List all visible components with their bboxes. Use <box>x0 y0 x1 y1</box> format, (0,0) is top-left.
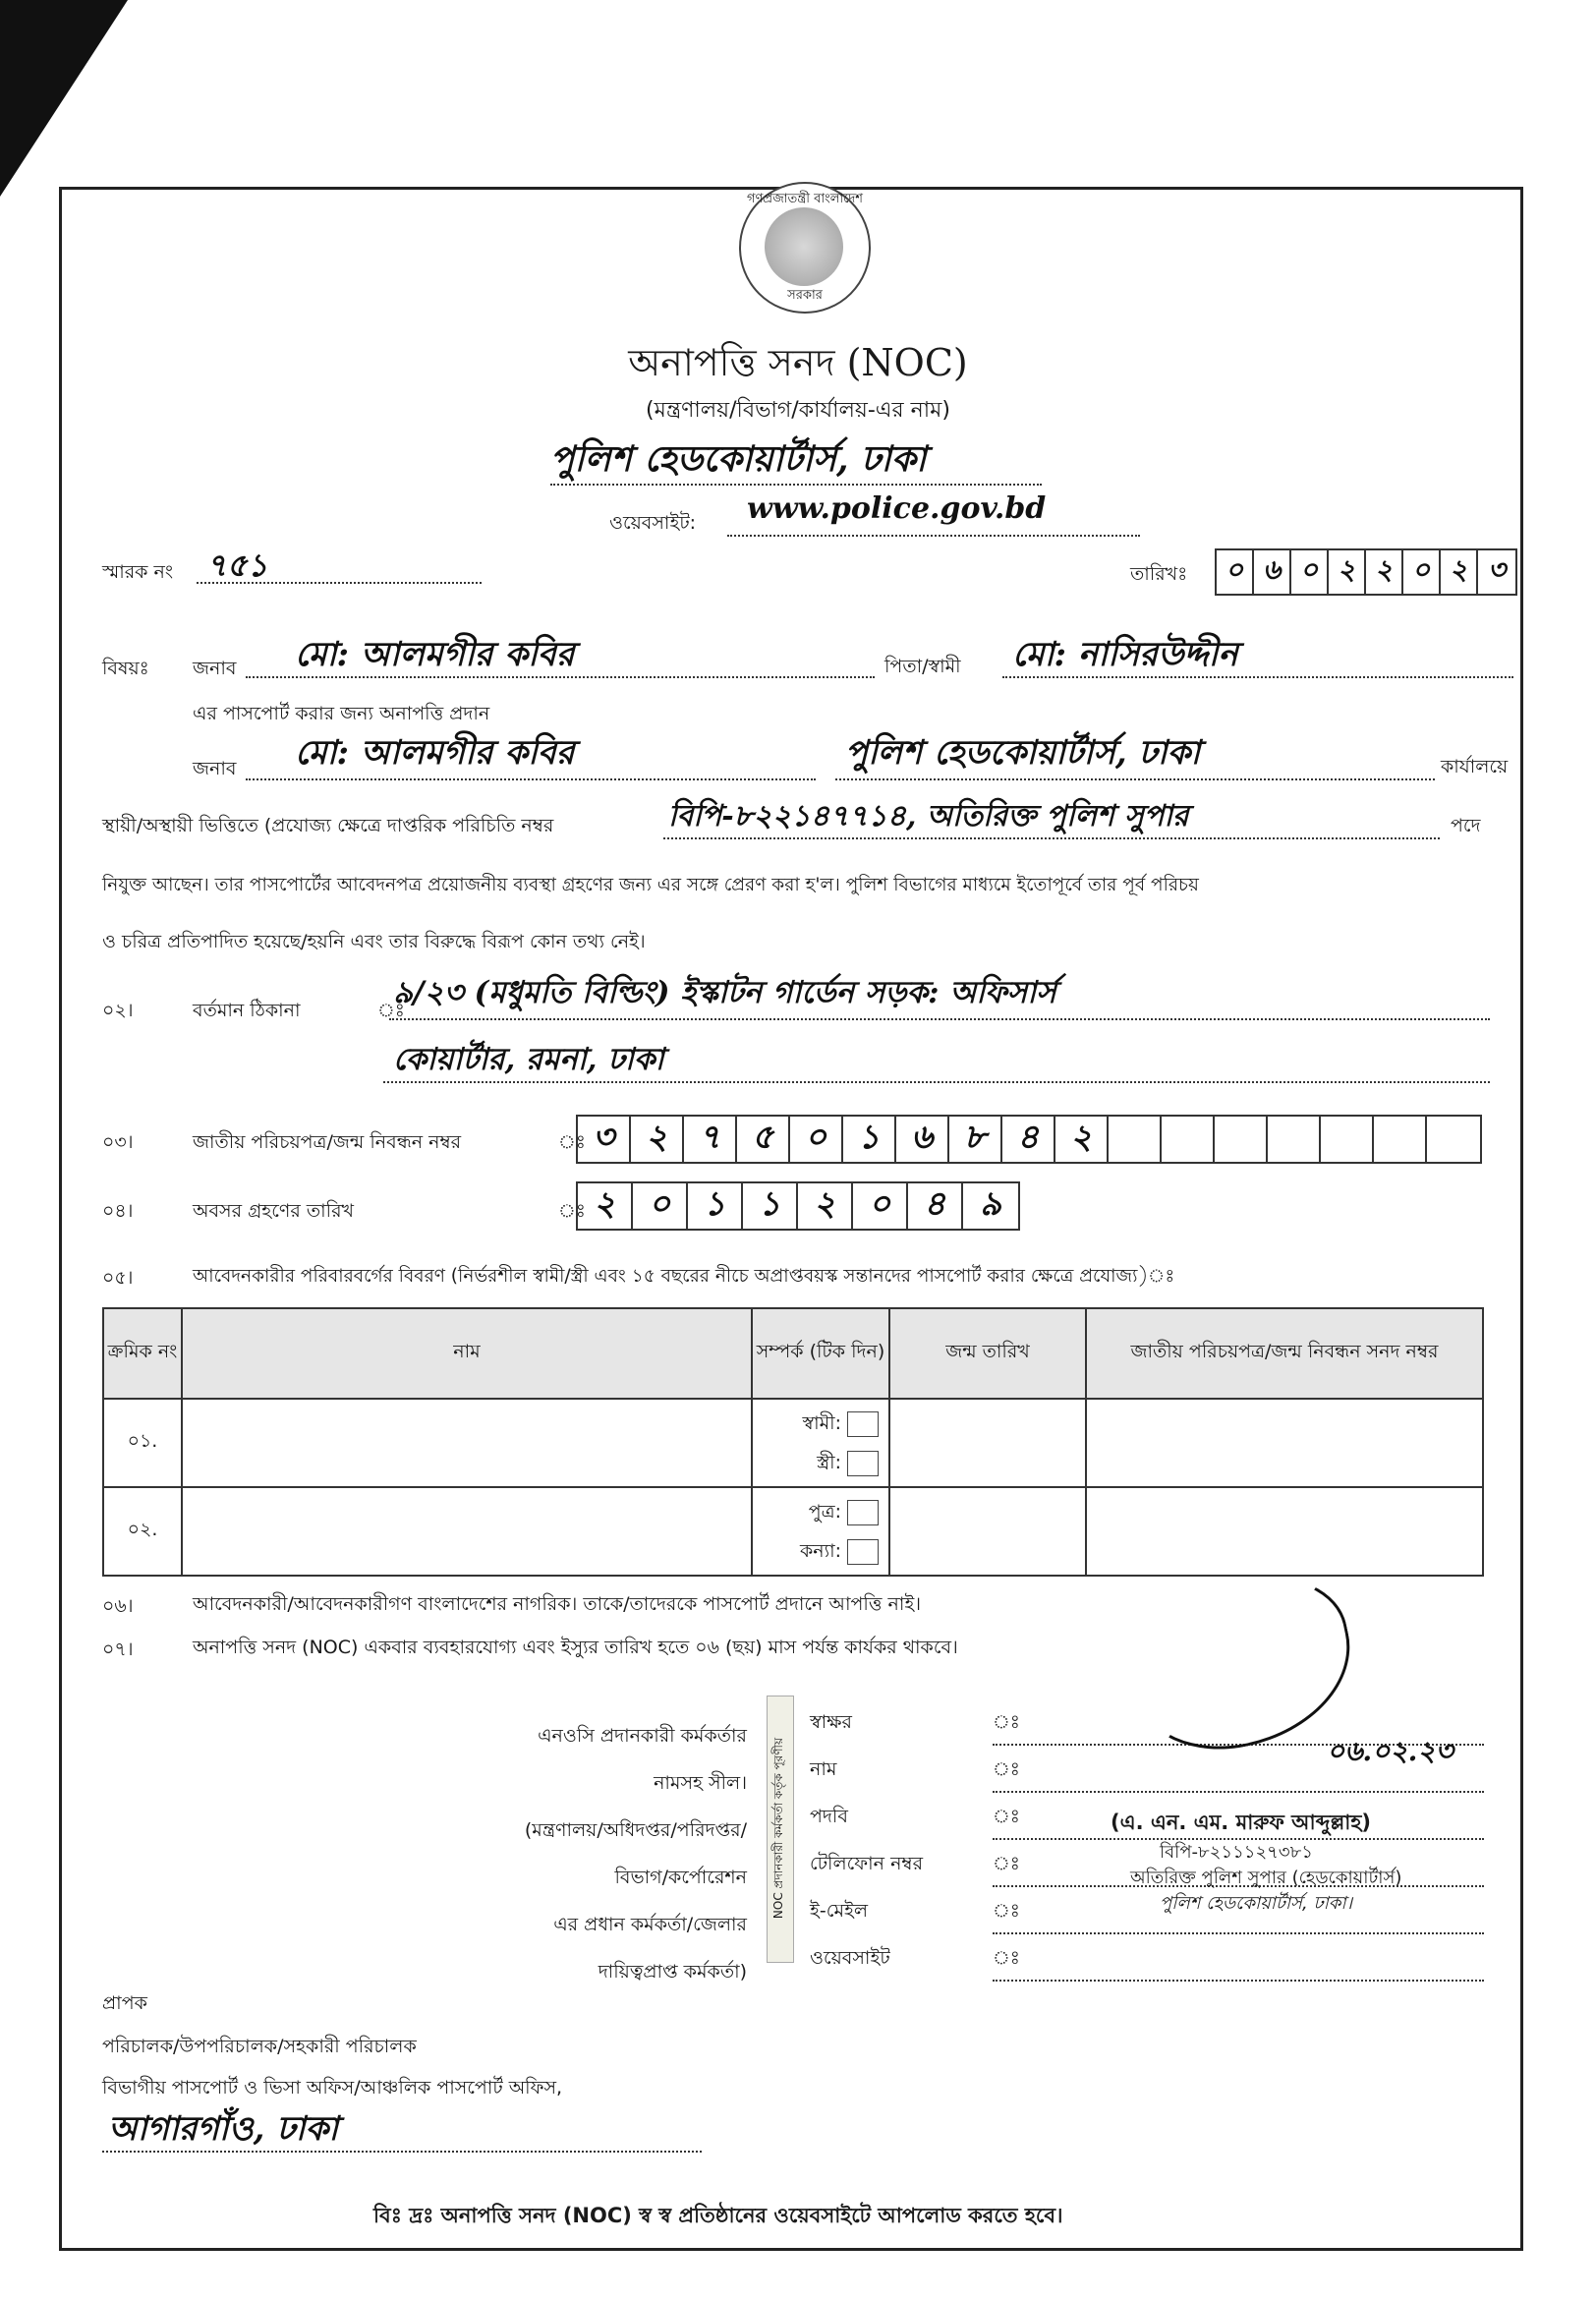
id-prefix: স্থায়ী/অস্থায়ী ভিত্তিতে (প্রযোজ্য ক্ষেত্রে দাপ্তরিক পরিচিতি নম্বর <box>102 815 554 836</box>
officer-field-label: ওয়েবসাইট <box>810 1947 890 1969</box>
government-seal <box>739 182 871 314</box>
relation-checkbox[interactable] <box>847 1451 879 1476</box>
nid-boxes <box>576 1115 1482 1164</box>
item-05-number: ০৫। <box>102 1267 134 1289</box>
stamp-office: পুলিশ হেডকোয়ার্টার্স, ঢাকা। <box>1160 1893 1353 1914</box>
memo-label: স্মারক নং <box>102 561 174 583</box>
nid-digit-box[interactable]: ২ <box>1055 1117 1109 1162</box>
date-boxes <box>1215 548 1517 596</box>
relation-label: স্বামী: <box>802 1412 841 1434</box>
officer-field-input[interactable]: ঃ <box>993 1698 1484 1746</box>
date-label: তারিখঃ <box>1130 563 1188 585</box>
item-04-number: ০৪। <box>102 1200 134 1222</box>
official-id-value: বিপি-৮২২১৪৭৭১৪, অতিরিক্ত পুলিশ সুপার <box>668 799 1189 834</box>
row-name-cell[interactable] <box>182 1487 752 1576</box>
official-id-line <box>663 837 1440 839</box>
body-text-line-1: নিযুক্ত আছেন। তার পাসপোর্টের আবেদনপত্র প্রয়োজনীয় ব্যবস্থা গ্রহণের জন্য এর সঙ্গে প্রেরণ করা হ'ল। পুলিশ বিভাগের মাধ্যমে ইতোপূর্বে তার পূর্ব পরিচয় <box>102 875 1199 895</box>
item-07-number: ০৭। <box>102 1639 134 1660</box>
officer-field-input[interactable]: ঃ <box>993 1887 1484 1934</box>
row-birth-date-cell[interactable] <box>889 1399 1086 1487</box>
website-value: www.police.gov.bd <box>747 491 1047 526</box>
row-name-cell[interactable] <box>182 1399 752 1487</box>
stamp-post: অতিরিক্ত পুলিশ সুপার (হেডকোয়ার্টার্স) <box>1130 1868 1402 1888</box>
item-06-number: ০৬। <box>102 1595 134 1617</box>
officer-field-label: নাম <box>810 1758 837 1780</box>
mr-label-2: জনাব <box>193 758 237 779</box>
officer-field-label: স্বাক্ষর <box>810 1711 852 1733</box>
applicant-name-2-line <box>246 778 816 780</box>
retire-digit-box[interactable]: ০ <box>633 1183 688 1229</box>
father-label: পিতা/স্বামী <box>884 656 961 677</box>
officer-field-input[interactable]: ঃ <box>993 1793 1484 1840</box>
office-suffix: কার্যালয়ে <box>1441 756 1509 777</box>
nid-digit-box[interactable] <box>1321 1117 1374 1162</box>
officer-description-line: বিভাগ/কর্পোরেশন <box>614 1867 747 1888</box>
father-name-line <box>1002 676 1513 678</box>
officer-description <box>373 1712 747 1995</box>
date-digit-box[interactable]: ৬ <box>1254 550 1291 594</box>
header-nid: জাতীয় পরিচয়পত্র/জন্ম নিবন্ধন সনদ নম্বর <box>1086 1308 1483 1399</box>
citizen-text: আবেদনকারী/আবেদনকারীগণ বাংলাদেশের নাগরিক। তাকে/তাদেরকে পাসপোর্ট প্রদানে আপত্তি নাই। <box>193 1593 922 1615</box>
relation-checkbox[interactable] <box>847 1539 879 1565</box>
office-name-2-line <box>835 778 1435 780</box>
header-serial: ক্রমিক নং <box>103 1308 182 1399</box>
nid-digit-box[interactable]: ৫ <box>737 1117 790 1162</box>
recipient-location: আগারগাঁও, ঢাকা <box>108 2109 339 2149</box>
officer-field-label: ই-মেইল <box>810 1900 869 1922</box>
nid-digit-box[interactable] <box>1162 1117 1215 1162</box>
officer-description-line: (মন্ত্রণালয়/অধিদপ্তর/পরিদপ্তর/ <box>524 1819 747 1841</box>
header-birth-date: জন্ম তারিখ <box>889 1308 1086 1399</box>
row-relation-cell <box>752 1399 889 1487</box>
date-digit-box[interactable]: ২ <box>1366 550 1403 594</box>
office-name-line <box>550 484 1042 486</box>
retire-date-boxes <box>576 1181 1020 1231</box>
father-name: মো: নাসিরউদ্দীন <box>1012 635 1238 674</box>
address-line-1-rule <box>389 1018 1490 1020</box>
officer-description-line: দায়িত্বপ্রাপ্ত কর্মকর্তা) <box>598 1961 747 1983</box>
officer-field-input[interactable]: ঃ <box>993 1746 1484 1793</box>
scan-corner-shadow <box>0 0 128 197</box>
applicant-name: মো: আলমগীর কবির <box>295 635 575 674</box>
recipient-line-2: বিভাগীয় পাসপোর্ট ও ভিসা অফিস/আঞ্চলিক পাসপোর্ট অফিস, <box>102 2077 563 2099</box>
officer-description-line: এর প্রধান কর্মকর্তা/জেলার <box>553 1914 747 1935</box>
subject-label: বিষয়ঃ <box>102 658 149 679</box>
nid-digit-box[interactable]: ৭ <box>684 1117 737 1162</box>
row-serial: ০২. <box>103 1487 182 1576</box>
nid-digit-box[interactable]: ৬ <box>896 1117 949 1162</box>
purpose-text: এর পাসপোর্ট করার জন্য অনাপত্তি প্রদান <box>193 703 490 724</box>
officer-description-line: এনওসি প্রদানকারী কর্মকর্তার <box>538 1725 747 1747</box>
recipient-label: প্রাপক <box>102 1992 147 2014</box>
nid-digit-box[interactable]: ৮ <box>949 1117 1002 1162</box>
office-name: পুলিশ হেডকোয়ার্টার্স, ঢাকা <box>550 438 927 480</box>
body-text-line-2: ও চরিত্র প্রতিপাদিত হয়েছে/হয়নি এবং তার বিরুদ্ধে বিরূপ কোন তথ্য নেই। <box>102 931 646 952</box>
header-name: নাম <box>182 1308 752 1399</box>
family-table-header <box>103 1308 1483 1399</box>
date-digit-box[interactable]: ০ <box>1403 550 1441 594</box>
nid-colon: ঃ <box>558 1131 586 1153</box>
address-line-2-rule <box>383 1081 1490 1083</box>
nid-digit-box[interactable] <box>1427 1117 1480 1162</box>
date-digit-box[interactable]: ০ <box>1291 550 1329 594</box>
nid-digit-box[interactable]: ৩ <box>578 1117 631 1162</box>
family-description: আবেদনকারীর পরিবারবর্গের বিবরণ (নির্ভরশীল স্বামী/স্ত্রী এবং ১৫ বছরের নীচে অপ্রাপ্তবয়স্ক সন্তানদের পাসপোর্ট করার ক্ষেত্রে প্রযোজ্য)ঃ <box>193 1266 1175 1287</box>
header-relation: সম্পর্ক (টিক দিন) <box>752 1308 889 1399</box>
nid-digit-box[interactable] <box>1215 1117 1268 1162</box>
validity-text: অনাপত্তি সনদ (NOC) একবার ব্যবহারযোগ্য এবং ইস্যুর তারিখ হতে ০৬ (ছয়) মাস পর্যন্ত কার্যকর থাকবে। <box>193 1637 958 1658</box>
relation-checkbox[interactable] <box>847 1500 879 1525</box>
officer-description-line: নামসহ সীল। <box>654 1772 747 1794</box>
nid-digit-box[interactable]: ০ <box>790 1117 843 1162</box>
row-serial: ০১. <box>103 1399 182 1487</box>
row-relation-cell <box>752 1487 889 1576</box>
address-colon: ঃ <box>377 1000 405 1021</box>
address-line-1: ৯/২৩ (মধুমতি বিল্ডিং) ইস্কাটন গার্ডেন সড়ক: অফিসার্স <box>393 975 1056 1010</box>
date-digit-box[interactable]: ২ <box>1441 550 1478 594</box>
mr-label: জনাব <box>193 658 237 679</box>
item-03-number: ০৩। <box>102 1131 134 1153</box>
footer-note: বিঃ দ্রঃ অনাপত্তি সনদ (NOC) স্ব স্ব প্রতিষ্ঠানের ওয়েবসাইটে আপলোড করতে হবে। <box>373 2204 1063 2227</box>
nid-digit-box[interactable] <box>1374 1117 1427 1162</box>
table-row <box>103 1487 1483 1576</box>
officer-fill-stamp-text: NOC প্রদানকারী কর্মকর্তা কর্তৃক পূরণীয় <box>771 1737 785 1920</box>
recipient-location-line <box>102 2151 702 2153</box>
officer-field-label: টেলিফোন নম্বর <box>810 1853 924 1874</box>
nid-digit-box[interactable]: ১ <box>843 1117 896 1162</box>
relation-checkbox[interactable] <box>847 1411 879 1437</box>
officer-field-label: পদবি <box>810 1806 848 1827</box>
website-line <box>727 535 1140 537</box>
nid-label: জাতীয় পরিচয়পত্র/জন্ম নিবন্ধন নম্বর <box>193 1131 462 1153</box>
nid-digit-box[interactable]: ৪ <box>1002 1117 1055 1162</box>
retire-digit-box[interactable]: ১ <box>743 1183 798 1229</box>
nid-digit-box[interactable] <box>1109 1117 1162 1162</box>
memo-value: ৭৫১ <box>206 546 268 584</box>
relation-label: স্ত্রী: <box>817 1452 841 1473</box>
stamp-id: বিপি-৮২১১১২৭৩৮১ <box>1160 1842 1313 1863</box>
family-table <box>102 1307 1484 1577</box>
officer-fill-stamp <box>767 1696 794 1963</box>
post-suffix: পদে <box>1451 815 1481 836</box>
retire-digit-box[interactable]: ৯ <box>979 1184 1002 1224</box>
item-02-number: ০২। <box>102 1000 134 1021</box>
retire-digit-box[interactable]: ১ <box>688 1183 743 1229</box>
applicant-name-line <box>246 676 875 678</box>
retire-digit-box[interactable]: ২ <box>798 1183 853 1229</box>
retire-digit-box[interactable]: ৪ <box>908 1183 963 1229</box>
table-row <box>103 1399 1483 1487</box>
retire-digit-box[interactable]: ০ <box>853 1183 908 1229</box>
retire-digit-box[interactable]: ২ <box>578 1183 633 1229</box>
officer-field-input[interactable]: ঃ <box>993 1840 1484 1887</box>
nid-digit-box[interactable]: ২ <box>631 1117 684 1162</box>
recipient-line-1: পরিচালক/উপপরিচালক/সহকারী পরিচালক <box>102 2036 417 2057</box>
website-label: ওয়েবসাইট: <box>609 512 697 534</box>
address-label: বর্তমান ঠিকানা <box>193 1000 301 1021</box>
stamp-name: (এ. এন. এম. মারুফ আব্দুল্লাহ) <box>1111 1811 1372 1834</box>
date-digit-box[interactable]: ৩ <box>1487 553 1507 586</box>
row-birth-date-cell[interactable] <box>889 1487 1086 1576</box>
date-digit-box[interactable]: ০ <box>1217 550 1254 594</box>
relation-label: কন্যা: <box>799 1540 841 1562</box>
seal-emblem-icon <box>765 207 843 286</box>
applicant-name-2: মো: আলমগীর কবির <box>295 733 575 773</box>
signature-date: ০৬.০২.২৩ <box>1327 1735 1454 1767</box>
date-digit-box[interactable]: ২ <box>1329 550 1366 594</box>
seal-top-text: গণপ্রজাতন্ত্রী বাংলাদেশ <box>747 192 863 206</box>
memo-line <box>197 582 482 584</box>
row-nid-cell[interactable] <box>1086 1399 1483 1487</box>
retire-label: অবসর গ্রহণের তারিখ <box>193 1200 355 1222</box>
retire-colon: ঃ <box>558 1200 586 1222</box>
seal-bottom-text: সরকার <box>787 288 823 303</box>
office-name-2: পুলিশ হেডকোয়ার্টার্স, ঢাকা <box>845 733 1201 773</box>
page-subtitle: (মন্ত্রণালয়/বিভাগ/কার্যালয়-এর নাম) <box>646 398 950 423</box>
relation-label: পুত্র: <box>808 1501 841 1523</box>
nid-digit-box[interactable] <box>1268 1117 1321 1162</box>
page-title: অনাপত্তি সনদ (NOC) <box>628 341 968 384</box>
address-line-2: কোয়ার্টার, রমনা, ঢাকা <box>393 1042 664 1077</box>
row-nid-cell[interactable] <box>1086 1487 1483 1576</box>
officer-fields <box>810 1698 923 1982</box>
officer-field-input[interactable]: ঃ <box>993 1934 1484 1982</box>
